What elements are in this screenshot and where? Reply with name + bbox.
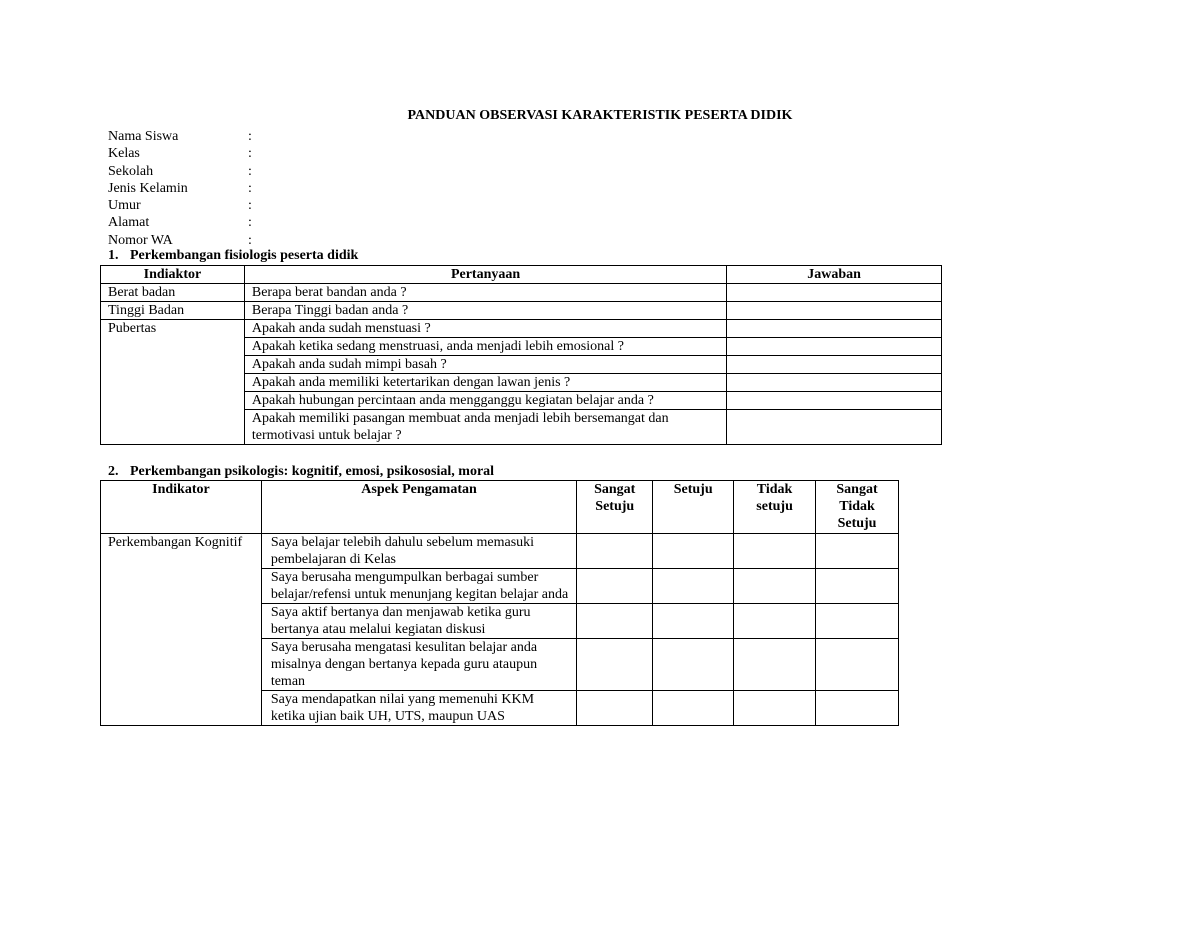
section1-title: Perkembangan fisiologis peserta didik <box>130 248 359 263</box>
info-label: Nama Siswa <box>108 129 179 144</box>
info-row-nomor-wa <box>108 232 252 249</box>
table-row <box>101 320 942 338</box>
rating-cell[interactable] <box>734 604 816 639</box>
rating-cell[interactable] <box>734 569 816 604</box>
info-sep: : <box>248 180 252 196</box>
indicator-cell: Pubertas <box>101 320 245 445</box>
info-sep: : <box>248 232 252 248</box>
answer-cell[interactable] <box>727 338 942 356</box>
answer-cell[interactable] <box>727 374 942 392</box>
info-row-kelas <box>108 145 252 162</box>
header-aspek: Aspek Pengamatan <box>261 481 576 534</box>
rating-cell[interactable] <box>577 604 653 639</box>
info-sep: : <box>248 198 252 214</box>
header-pertanyaan: Pertanyaan <box>244 266 726 284</box>
info-sep: : <box>248 129 252 144</box>
answer-cell[interactable] <box>727 302 942 320</box>
indicator-cell: Tinggi Badan <box>101 302 245 320</box>
rating-cell[interactable] <box>653 604 734 639</box>
psychology-table <box>100 480 899 726</box>
table-header-row <box>101 266 942 284</box>
question-cell: Apakah anda sudah mimpi basah ? <box>244 356 726 374</box>
info-label: Jenis Kelamin <box>108 180 188 196</box>
section1-heading <box>108 248 358 264</box>
section2-heading <box>108 464 494 480</box>
rating-cell[interactable] <box>577 569 653 604</box>
rating-cell[interactable] <box>816 569 899 604</box>
answer-cell[interactable] <box>727 284 942 302</box>
rating-cell[interactable] <box>577 639 653 691</box>
rating-cell[interactable] <box>816 604 899 639</box>
section1-number: 1. <box>108 248 119 263</box>
header-indikator: Indikator <box>101 481 262 534</box>
rating-cell[interactable] <box>734 639 816 691</box>
rating-cell[interactable] <box>653 534 734 569</box>
info-row-sekolah <box>108 163 252 180</box>
rating-cell[interactable] <box>816 639 899 691</box>
rating-cell[interactable] <box>577 691 653 726</box>
question-cell: Berapa Tinggi badan anda ? <box>244 302 726 320</box>
student-info <box>108 128 252 249</box>
indicator-cell: Perkembangan Kognitif <box>101 534 262 726</box>
info-label: Umur <box>108 198 141 214</box>
info-label: Alamat <box>108 215 150 231</box>
info-row-nama <box>108 128 252 145</box>
rating-cell[interactable] <box>577 534 653 569</box>
table-row <box>101 284 942 302</box>
rating-cell[interactable] <box>734 534 816 569</box>
indicator-cell: Berat badan <box>101 284 245 302</box>
table-header-row <box>101 481 899 534</box>
info-row-jenis-kelamin <box>108 180 252 197</box>
question-cell: Apakah memiliki pasangan membuat anda menjadi lebih bersemangat dan termotivasi untuk belajar ? <box>244 410 726 445</box>
info-row-alamat <box>108 214 252 231</box>
answer-cell[interactable] <box>727 320 942 338</box>
answer-cell[interactable] <box>727 392 942 410</box>
info-sep: : <box>248 215 252 231</box>
rating-cell[interactable] <box>653 691 734 726</box>
rating-cell[interactable] <box>734 691 816 726</box>
rating-cell[interactable] <box>653 639 734 691</box>
question-cell: Apakah ketika sedang menstruasi, anda menjadi lebih emosional ? <box>244 338 726 356</box>
info-sep: : <box>248 146 252 162</box>
question-cell: Apakah hubungan percintaan anda mengganggu kegiatan belajar anda ? <box>244 392 726 410</box>
question-cell: Berapa berat bandan anda ? <box>244 284 726 302</box>
table-row <box>101 302 942 320</box>
header-setuju: Setuju <box>653 481 734 534</box>
header-indikator: Indiaktor <box>101 266 245 284</box>
page-title: PANDUAN OBSERVASI KARAKTERISTIK PESERTA DIDIK <box>407 108 793 123</box>
rating-cell[interactable] <box>653 569 734 604</box>
aspect-cell: Saya aktif bertanya dan menjawab ketika guru bertanya atau melalui kegiatan diskusi <box>261 604 576 639</box>
header-sangat-tidak-setuju: Sangat Tidak Setuju <box>816 481 899 534</box>
aspect-cell: Saya berusaha mengatasi kesulitan belajar anda misalnya dengan bertanya kepada guru ataupun teman <box>261 639 576 691</box>
rating-cell[interactable] <box>816 534 899 569</box>
aspect-cell: Saya belajar telebih dahulu sebelum memasuki pembelajaran di Kelas <box>261 534 576 569</box>
header-jawaban: Jawaban <box>727 266 942 284</box>
info-label: Kelas <box>108 146 140 162</box>
aspect-cell: Saya berusaha mengumpulkan berbagai sumber belajar/refensi untuk menunjang kegitan belajar anda <box>261 569 576 604</box>
info-sep: : <box>248 163 252 179</box>
info-label: Sekolah <box>108 163 154 179</box>
question-cell: Apakah anda sudah menstuasi ? <box>244 320 726 338</box>
section2-title: Perkembangan psikologis: kognitif, emosi, psikososial, moral <box>130 464 495 479</box>
answer-cell[interactable] <box>727 356 942 374</box>
header-tidak-setuju: Tidak setuju <box>734 481 816 534</box>
info-row-umur <box>108 197 252 214</box>
section2-number: 2. <box>108 464 119 479</box>
header-sangat-setuju: Sangat Setuju <box>577 481 653 534</box>
answer-cell[interactable] <box>727 410 942 445</box>
table-row <box>101 534 899 569</box>
rating-cell[interactable] <box>816 691 899 726</box>
physiology-table <box>100 265 942 445</box>
aspect-cell: Saya mendapatkan nilai yang memenuhi KKM ketika ujian baik UH, UTS, maupun UAS <box>261 691 576 726</box>
question-cell: Apakah anda memiliki ketertarikan dengan lawan jenis ? <box>244 374 726 392</box>
info-label: Nomor WA <box>108 232 173 248</box>
